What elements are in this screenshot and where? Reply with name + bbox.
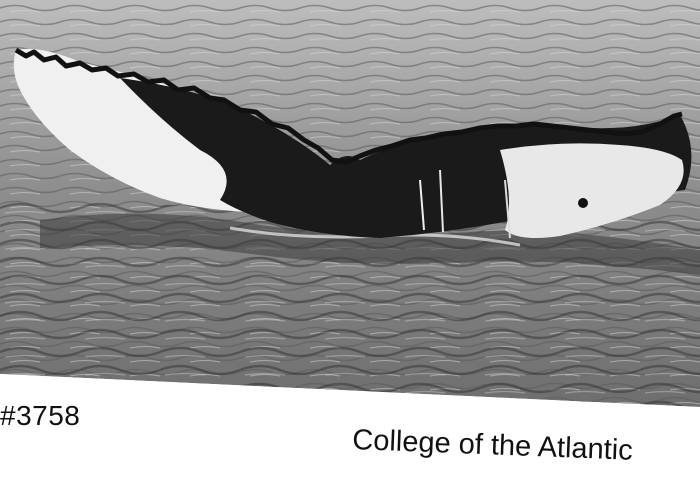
fluke-spot bbox=[578, 198, 588, 208]
photo-credit: College of the Atlantic bbox=[351, 424, 634, 467]
catalog-number: #3758 bbox=[0, 400, 81, 431]
